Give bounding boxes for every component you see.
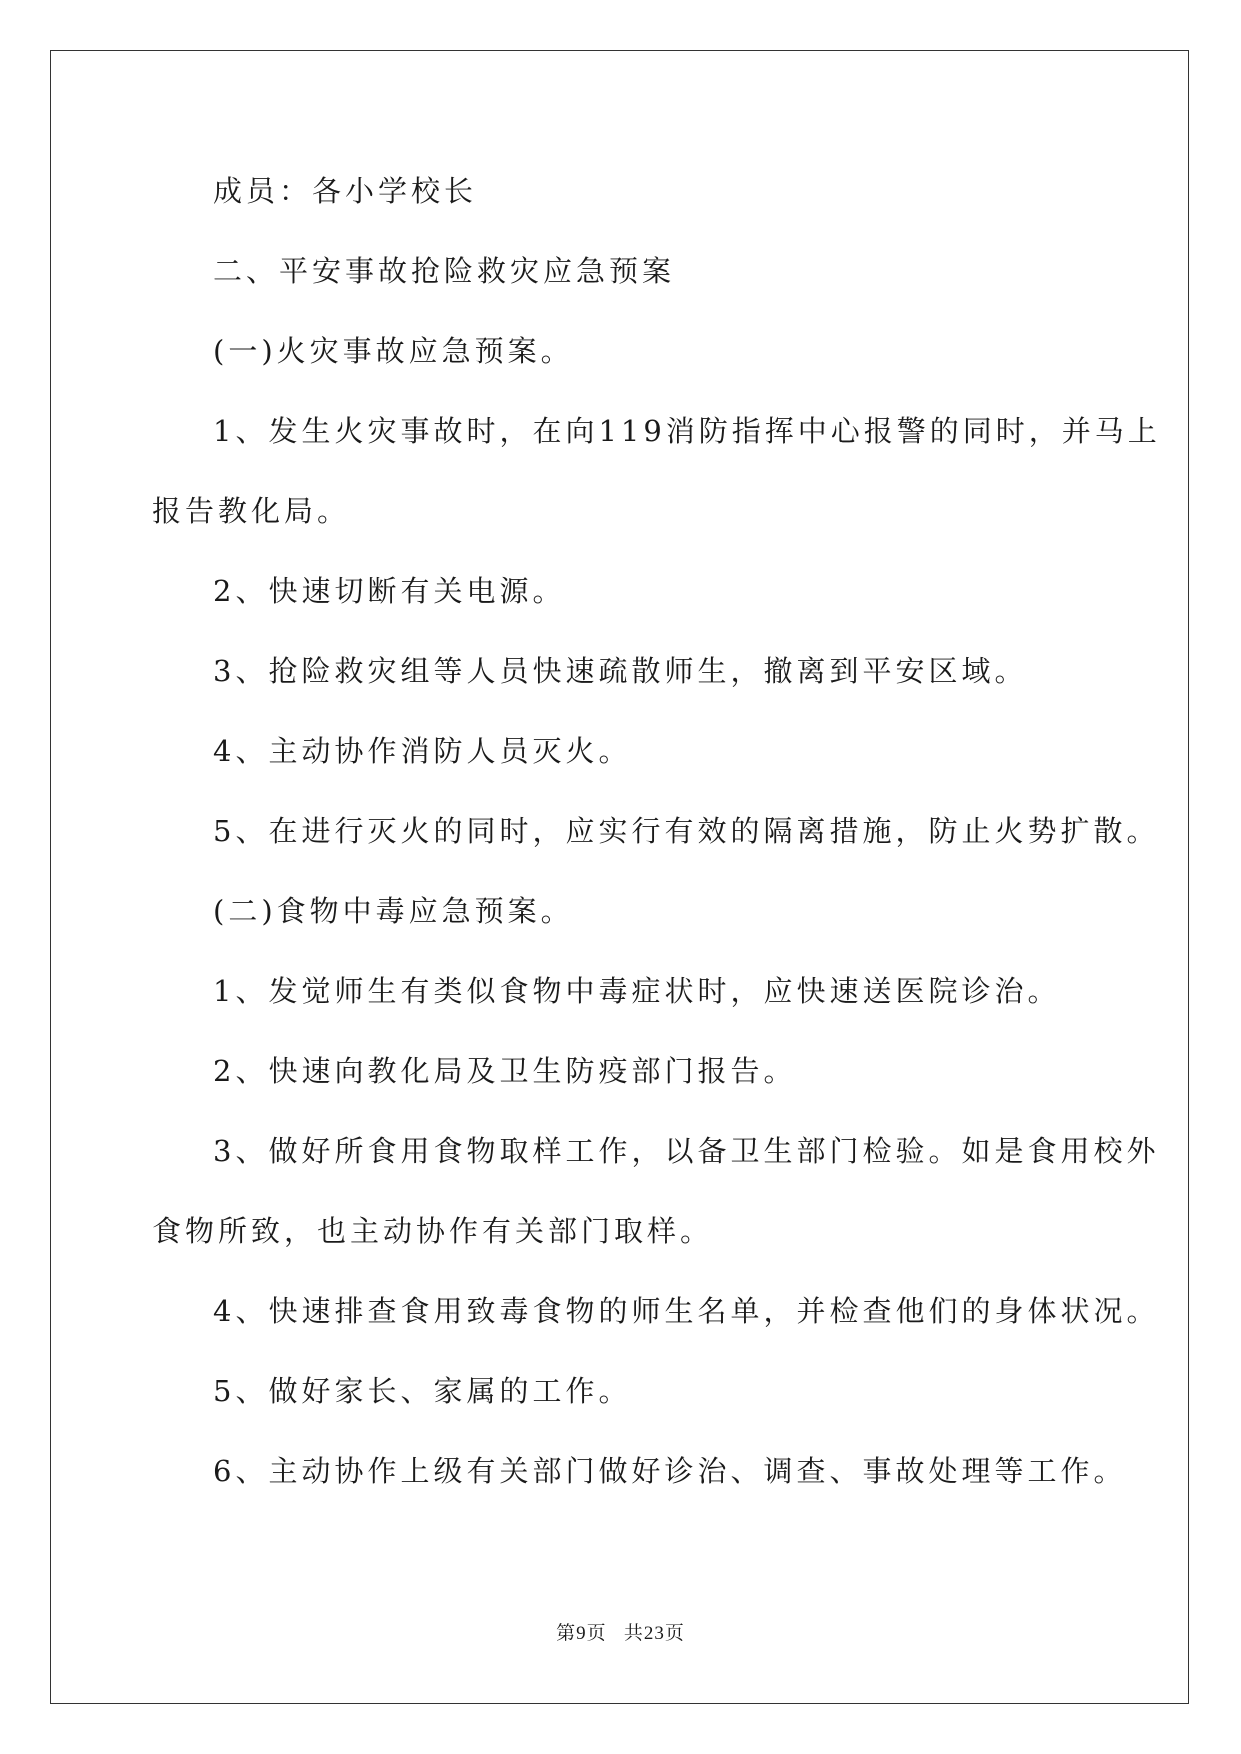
fire-item-5: 5、在进行灭火的同时，应实行有效的隔离措施，防止火势扩散。 xyxy=(213,814,1160,848)
food-item-4: 4、快速排查食用致毒食物的师生名单，并检查他们的身体状况。 xyxy=(213,1294,1160,1328)
food-item-2: 2、快速向教化局及卫生防疫部门报告。 xyxy=(213,1054,797,1088)
fire-item-1-continued: 报告教化局。 xyxy=(152,494,351,528)
page-footer xyxy=(0,1618,1241,1645)
food-item-5: 5、做好家长、家属的工作。 xyxy=(213,1374,632,1408)
subsection-heading-food-poisoning-plan: (二)食物中毒应急预案。 xyxy=(213,894,574,928)
food-item-6: 6、主动协作上级有关部门做好诊治、调查、事故处理等工作。 xyxy=(213,1454,1127,1488)
fire-item-4: 4、主动协作消防人员灭火。 xyxy=(213,734,632,768)
fire-item-2: 2、快速切断有关电源。 xyxy=(213,574,566,608)
food-item-3-continued: 食物所致，也主动协作有关部门取样。 xyxy=(152,1214,714,1248)
fire-item-3: 3、抢险救灾组等人员快速疏散师生，撤离到平安区域。 xyxy=(213,654,1028,688)
page-number: 第9页 xyxy=(556,1623,607,1644)
text-line-members: 成员：各小学校长 xyxy=(213,174,478,208)
subsection-heading-fire-plan: (一)火灾事故应急预案。 xyxy=(213,334,574,368)
food-item-3: 3、做好所食用食物取样工作，以备卫生部门检验。如是食用校外 xyxy=(213,1134,1160,1168)
section-heading-safety-emergency-plan: 二、平安事故抢险救灾应急预案 xyxy=(213,254,676,288)
food-item-1: 1、发觉师生有类似食物中毒症状时，应快速送医院诊治。 xyxy=(213,974,1061,1008)
fire-item-1: 1、发生火灾事故时，在向119消防指挥中心报警的同时，并马上 xyxy=(213,414,1161,448)
total-pages: 共23页 xyxy=(623,1623,685,1644)
